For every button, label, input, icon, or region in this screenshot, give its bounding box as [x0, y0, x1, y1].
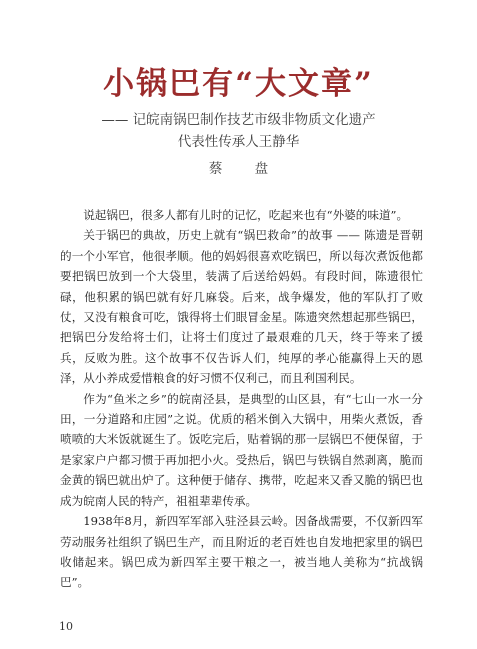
article-subtitle-line2: 代表性传承人王静华	[177, 134, 300, 150]
paragraph: 关于锅巴的典故，历史上就有“锅巴救命”的故事 —— 陈遗是晋朝的一个小军官，他很孝顺。他的妈妈很喜欢吃锅巴，所以每次煮饭他都要把锅巴放到一个大袋里，装满了后送给妈妈。有段时间，陈遗很忙碌，他积累的锅巴就有好几麻袋。后来，战争爆发，他的军队打了败仗，又没有粮食可吃，饿得将士们眼冒金星。陈遗突然想起那些锅巴，把锅巴分发给将士们，让将士们度过了最艰难的几天，终于等来了援兵，反败为胜。这个故事不仅告诉人们，纯厚的孝心能赢得上天的恩泽，从小养成爱惜粮食的好习惯不仅利己，而且利国利民。	[60, 228, 423, 386]
article-body	[60, 205, 423, 593]
article-author: 蔡 盘	[208, 161, 283, 177]
page-number: 10	[59, 620, 73, 633]
paragraph: 1938年8月，新四军军部入驻泾县云岭。因备战需要，不仅新四军劳动服务社组织了锅巴生产，而且附近的老百姓也自发地把家里的锅巴收储起来。锅巴成为新四军主要干粮之一，被当地人美称为“抗战锅巴”。	[60, 514, 423, 590]
paragraph: 说起锅巴，很多人都有儿时的记忆，吃起来也有“外婆的味道”。	[83, 208, 409, 222]
paragraph: 作为“鱼米之乡”的皖南泾县，是典型的山区县，有“七山一水一分田，一分道路和庄园”之说。优质的稻米倒入大锅中，用柴火煮饭，香喷喷的大米饭就诞生了。饭吃完后，贴着锅的那一层锅巴不便保留，于是家家户户都习惯于再加把小火。受热后，锅巴与铁锅自然剥离，脆而金黄的锅巴就出炉了。这种便于储存、携带，吃起来又香又脆的锅巴也成为皖南人民的特产，祖祖辈辈传承。	[60, 391, 423, 508]
article-subtitle-line1: —— 记皖南锅巴制作技艺市级非物质文化遗产	[101, 112, 376, 128]
article-title: 小锅巴有“大文章”	[103, 66, 374, 102]
